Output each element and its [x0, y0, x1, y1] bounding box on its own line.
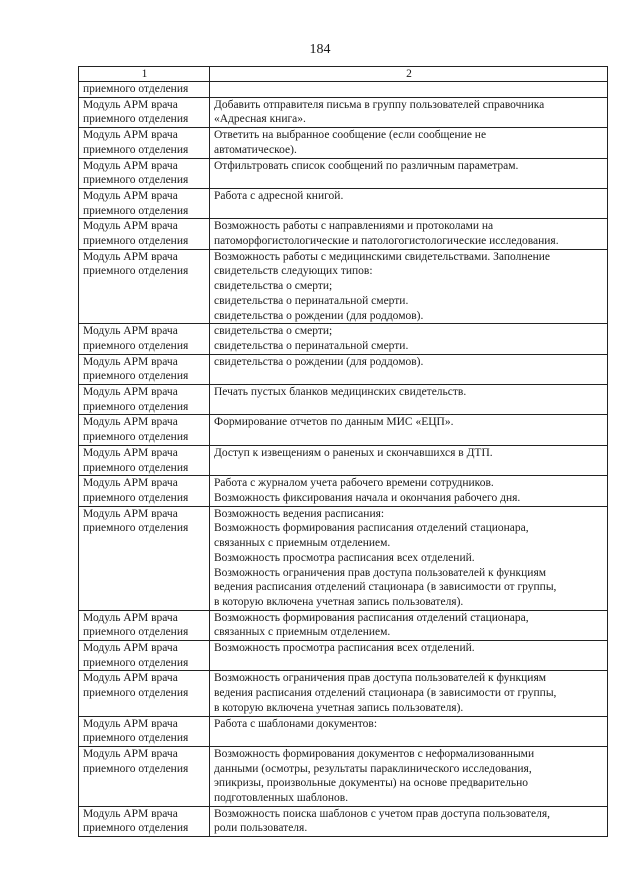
function-cell — [210, 219, 608, 249]
table-row — [79, 219, 608, 249]
table-row — [79, 641, 608, 671]
function-text: связанных с приемным отделением. — [214, 537, 391, 550]
module-text: приемного отделения — [83, 143, 189, 156]
column-header-1: 1 — [79, 67, 210, 82]
function-cell — [210, 641, 608, 671]
function-cell — [210, 806, 608, 836]
function-text: Возможность просмотра расписания всех отделений. — [214, 551, 475, 564]
module-text: приемного отделения — [83, 431, 189, 444]
function-cell — [210, 249, 608, 324]
module-text: приемного отделения — [83, 339, 189, 352]
module-text: приемного отделения — [83, 265, 189, 278]
function-text: Печать пустых бланков медицинских свидетельств. — [214, 386, 467, 399]
module-text: Модуль АРМ врача — [83, 611, 178, 624]
module-text: приемного отделения — [83, 626, 189, 639]
function-text: ведения расписания отделений стационара (в зависимости от группы, — [214, 687, 557, 700]
function-cell — [210, 671, 608, 716]
table-row — [79, 82, 608, 98]
function-text: свидетельств следующих типов: — [214, 265, 373, 278]
function-text: «Адресная книга». — [214, 113, 306, 126]
function-text: Добавить отправителя письма в группу пользователей справочника — [214, 98, 545, 111]
function-cell — [210, 385, 608, 415]
function-cell — [210, 97, 608, 127]
function-cell — [210, 415, 608, 445]
table-row — [79, 324, 608, 354]
module-text: Модуль АРМ врача — [83, 747, 178, 760]
module-text: приемного отделения — [83, 822, 189, 835]
module-text: приемного отделения — [83, 400, 189, 413]
module-cell — [79, 82, 210, 98]
module-cell — [79, 249, 210, 324]
module-text: приемного отделения — [83, 113, 189, 126]
module-text: приемного отделения — [83, 656, 189, 669]
module-text: Модуль АРМ врача — [83, 325, 178, 338]
module-cell — [79, 445, 210, 475]
function-text: в которую включена учетная запись пользователя). — [214, 701, 464, 714]
function-text: Возможность поиска шаблонов с учетом прав доступа пользователя, — [214, 807, 551, 820]
table-row — [79, 128, 608, 158]
module-text: приемного отделения — [83, 370, 189, 383]
module-cell — [79, 476, 210, 506]
function-text: свидетельства о смерти; — [214, 325, 333, 338]
table-row — [79, 415, 608, 445]
module-cell — [79, 97, 210, 127]
module-cell — [79, 671, 210, 716]
module-cell — [79, 806, 210, 836]
function-text: Ответить на выбранное сообщение (если сообщение не — [214, 129, 487, 142]
function-text: Возможность формирования документов с неформализованными — [214, 747, 535, 760]
function-cell — [210, 476, 608, 506]
module-cell — [79, 188, 210, 218]
module-text: приемного отделения — [83, 522, 189, 535]
function-text: в которую включена учетная запись пользователя). — [214, 595, 464, 608]
function-cell — [210, 716, 608, 746]
function-text: Возможность просмотра расписания всех отделений. — [214, 642, 475, 655]
function-cell — [210, 746, 608, 806]
function-cell — [210, 610, 608, 640]
function-text: данными (осмотры, результаты параклинического исследования, — [214, 762, 532, 775]
module-text: приемного отделения — [83, 732, 189, 745]
function-text: патоморфогистологические и патологогистологические исследования. — [214, 235, 559, 248]
module-text: приемного отделения — [83, 83, 189, 95]
module-cell — [79, 128, 210, 158]
table-row — [79, 158, 608, 188]
module-text: приемного отделения — [83, 762, 189, 775]
function-text: подготовленных шаблонов. — [214, 792, 349, 805]
module-cell — [79, 746, 210, 806]
function-text: ведения расписания отделений стационара (в зависимости от группы, — [214, 581, 557, 594]
function-text: свидетельства о смерти; — [214, 280, 333, 293]
module-cell — [79, 219, 210, 249]
module-text: приемного отделения — [83, 235, 189, 248]
column-header-2: 2 — [210, 67, 608, 82]
module-text: приемного отделения — [83, 204, 189, 217]
module-text: Модуль АРМ врача — [83, 717, 178, 730]
table-row — [79, 97, 608, 127]
module-text: приемного отделения — [83, 461, 189, 474]
module-text: Модуль АРМ врача — [83, 159, 178, 172]
table-row — [79, 385, 608, 415]
table-row — [79, 746, 608, 806]
table-row — [79, 445, 608, 475]
function-cell — [210, 158, 608, 188]
table-body — [79, 82, 608, 837]
table-row — [79, 506, 608, 610]
function-text: Возможность ограничения прав доступа пользователей к функциям — [214, 566, 547, 579]
function-text: роли пользователя. — [214, 822, 308, 835]
module-text: Модуль АРМ врача — [83, 220, 178, 233]
module-text: Модуль АРМ врача — [83, 98, 178, 111]
function-text: Возможность работы с медицинскими свидетельствами. Заполнение — [214, 250, 551, 263]
module-text: Модуль АРМ врача — [83, 416, 178, 429]
module-text: Модуль АРМ врача — [83, 507, 178, 520]
function-text: Отфильтровать список сообщений по различным параметрам. — [214, 159, 519, 172]
function-text: Возможность формирования расписания отделений стационара, — [214, 611, 529, 624]
module-text: приемного отделения — [83, 687, 189, 700]
module-text: Модуль АРМ врача — [83, 129, 178, 142]
module-text: Модуль АРМ врача — [83, 477, 178, 490]
function-cell — [210, 188, 608, 218]
table-row — [79, 610, 608, 640]
table-row — [79, 188, 608, 218]
table-row — [79, 354, 608, 384]
function-text: Доступ к извещениям о раненых и скончавшихся в ДТП. — [214, 446, 493, 459]
function-text: Работа с адресной книгой. — [214, 189, 344, 202]
function-text: Возможность формирования расписания отделений стационара, — [214, 522, 529, 535]
table-row — [79, 671, 608, 716]
function-text: Возможность работы с направлениями и протоколами на — [214, 220, 494, 233]
function-cell — [210, 506, 608, 610]
function-cell — [210, 128, 608, 158]
module-cell — [79, 610, 210, 640]
function-cell — [210, 445, 608, 475]
function-text: свидетельства о перинатальной смерти. — [214, 339, 409, 352]
function-text: свидетельства о рождении (для роддомов). — [214, 355, 424, 368]
module-cell — [79, 324, 210, 354]
module-text: Модуль АРМ врача — [83, 807, 178, 820]
module-cell — [79, 506, 210, 610]
module-text: приемного отделения — [83, 174, 189, 187]
table-row — [79, 806, 608, 836]
table-row — [79, 249, 608, 324]
function-text: свидетельства о рождении (для роддомов). — [214, 309, 424, 322]
function-text: Формирование отчетов по данным МИС «ЕЦП». — [214, 416, 454, 429]
function-text: Работа с шаблонами документов: — [214, 717, 378, 730]
table-header-row — [79, 67, 608, 82]
page-number: 184 — [309, 42, 331, 57]
module-cell — [79, 354, 210, 384]
module-text: Модуль АРМ врача — [83, 386, 178, 399]
function-text: свидетельства о перинатальной смерти. — [214, 294, 409, 307]
function-text: эпикризы, произвольные документы) на основе предварительно — [214, 777, 529, 790]
module-cell — [79, 385, 210, 415]
requirements-table — [78, 66, 608, 837]
function-text: автоматическое). — [214, 143, 297, 156]
module-text: Модуль АРМ врача — [83, 355, 178, 368]
module-cell — [79, 415, 210, 445]
module-text: приемного отделения — [83, 491, 189, 504]
module-text: Модуль АРМ врача — [83, 642, 178, 655]
function-cell — [210, 354, 608, 384]
module-text: Модуль АРМ врача — [83, 189, 178, 202]
module-cell — [79, 641, 210, 671]
module-cell — [79, 158, 210, 188]
function-text: связанных с приемным отделением. — [214, 626, 391, 639]
table-row — [79, 476, 608, 506]
function-text: Возможность ведения расписания: — [214, 507, 385, 520]
function-cell — [210, 82, 608, 98]
module-text: Модуль АРМ врача — [83, 672, 178, 685]
module-cell — [79, 716, 210, 746]
module-text: Модуль АРМ врача — [83, 446, 178, 459]
function-cell — [210, 324, 608, 354]
function-text — [214, 82, 604, 97]
function-text: Работа с журналом учета рабочего времени сотрудников. — [214, 477, 494, 490]
table-row — [79, 716, 608, 746]
function-text: Возможность ограничения прав доступа пользователей к функциям — [214, 672, 547, 685]
module-text: Модуль АРМ врача — [83, 250, 178, 263]
function-text: Возможность фиксирования начала и окончания рабочего дня. — [214, 491, 521, 504]
